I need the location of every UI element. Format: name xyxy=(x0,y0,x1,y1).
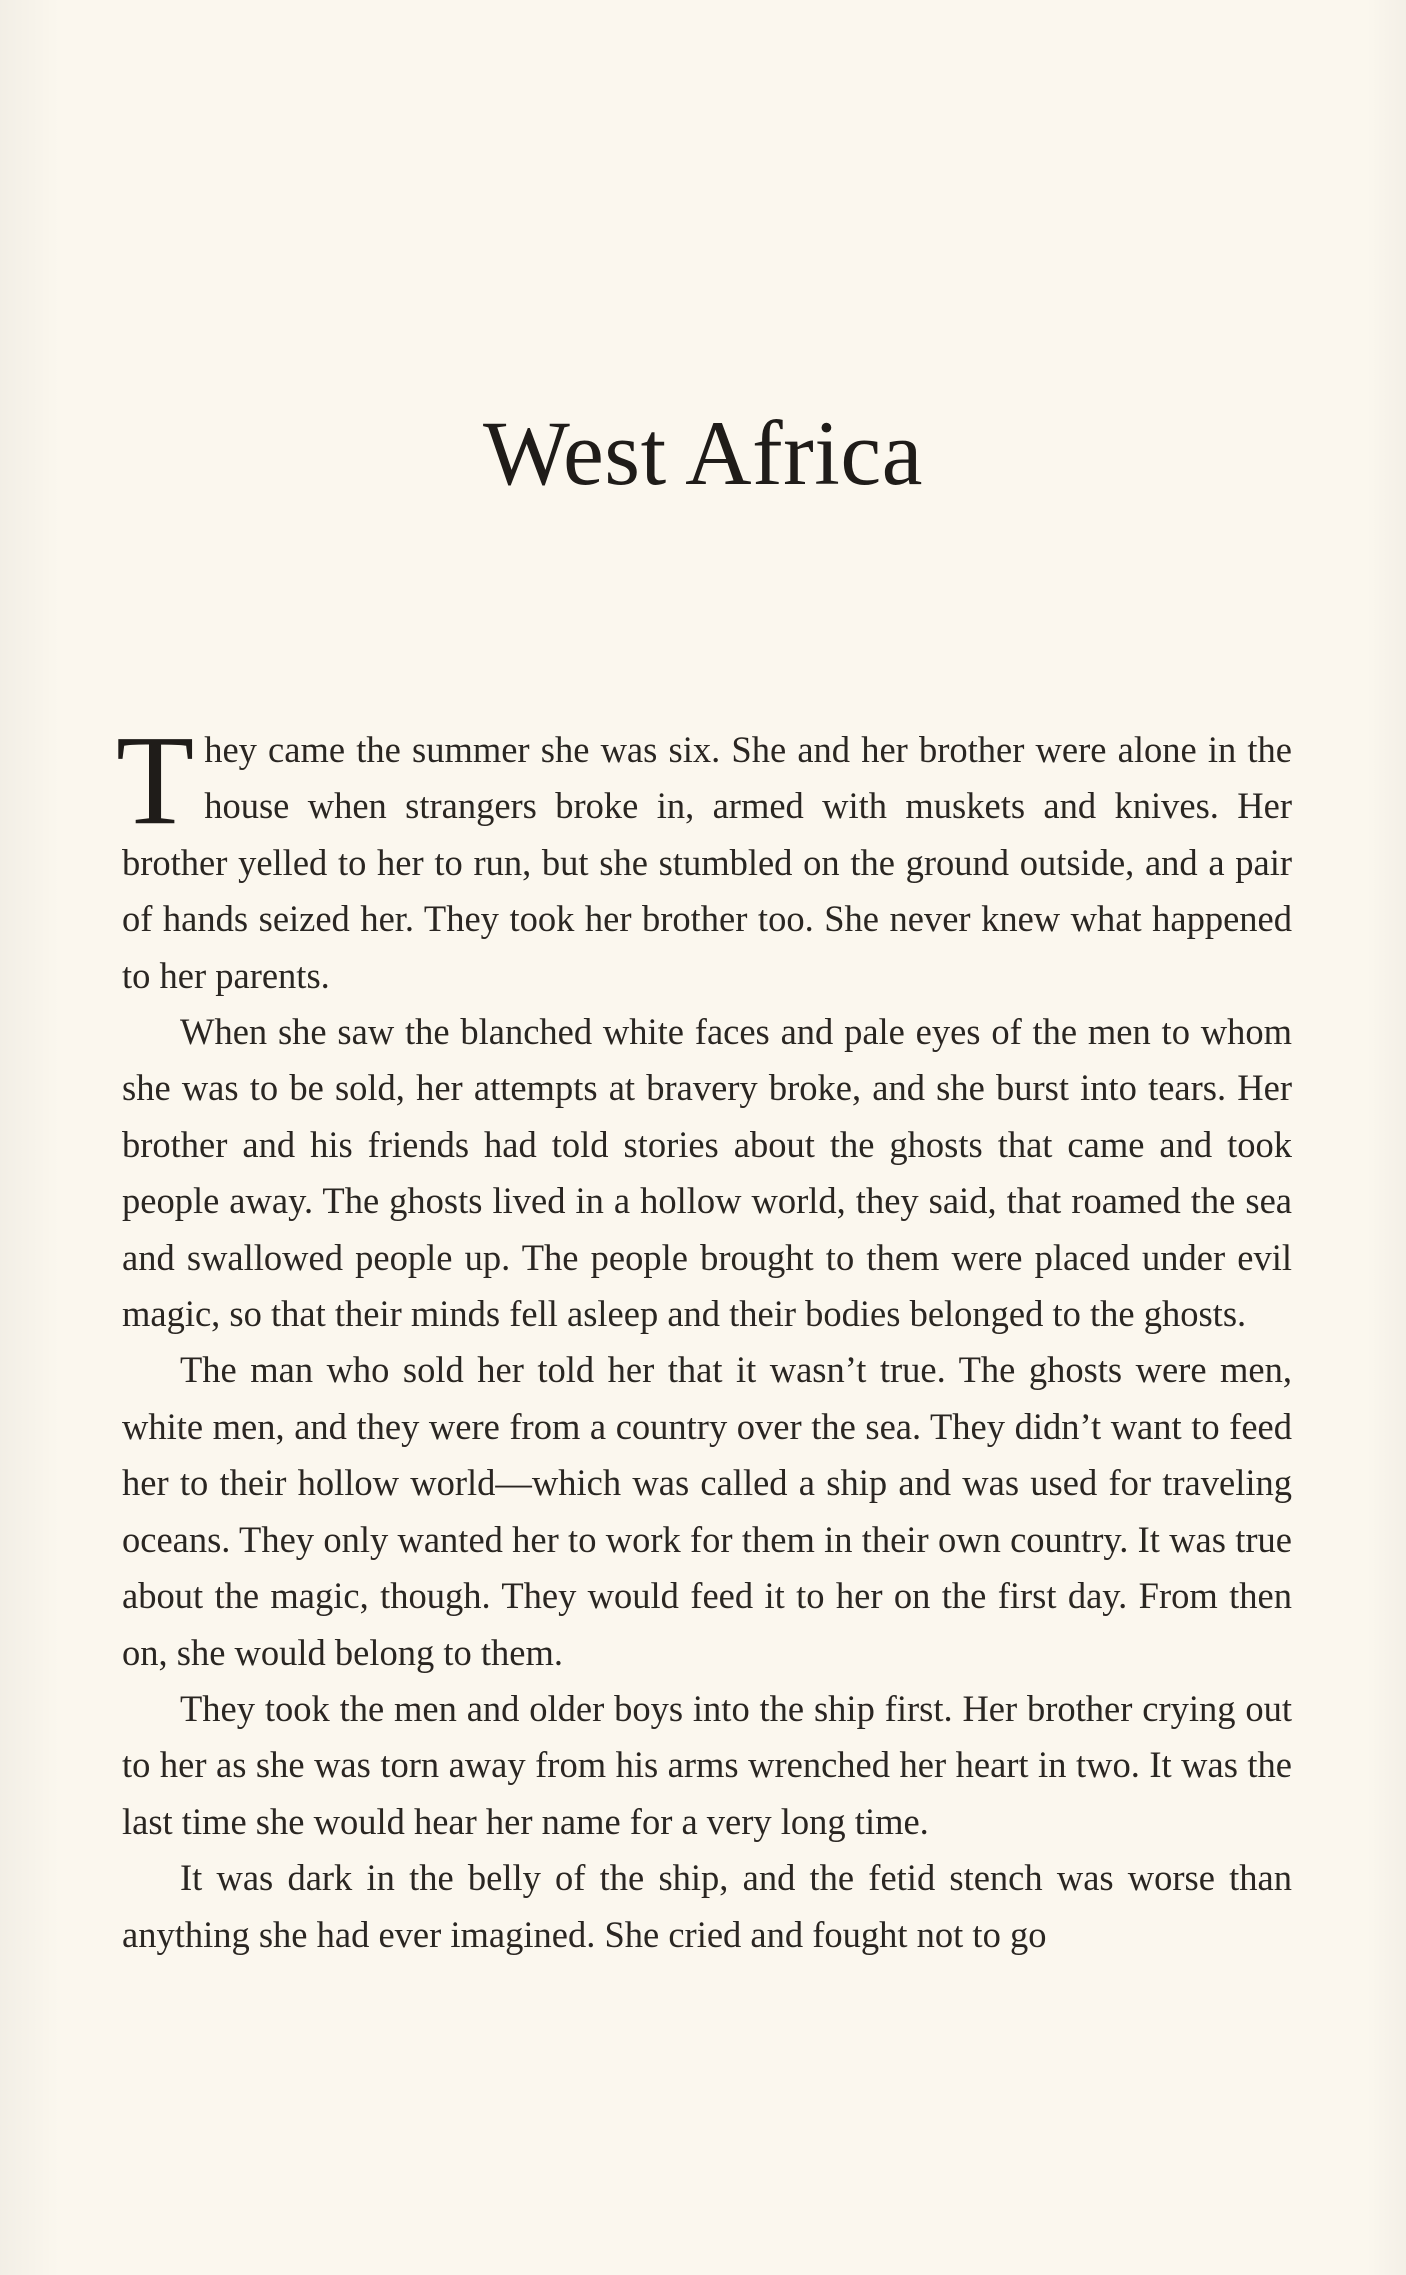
chapter-title: West Africa xyxy=(482,402,924,504)
chapter-body xyxy=(116,709,1292,1963)
paragraph-3: The man who sold her told her that it wasn’t true. The ghosts were men, white men, and they were from a country over the sea. They didn’t want to feed her to their hollow world—which was called a ship and was used for traveling oceans. They only wanted her to work for them in their own country. It was true about the magic, though. They would feed it to her on the first day. From then on, she would belong to them. xyxy=(122,1349,1292,1673)
paragraph-5: It was dark in the belly of the ship, and the fetid stench was worse than anything she had ever imagined. She cried and fought not to go xyxy=(122,1857,1292,1955)
paragraph-1-text: hey came the summer she was six. She and her brother were alone in the house when strangers broke in, armed with muskets and knives. Her brother yelled to her to run, but she stumbled on the ground outside, and a pair of hands seized her. They took her brother too. She never knew what happened to her parents. xyxy=(122,729,1292,996)
drop-cap: T xyxy=(116,709,195,851)
paragraph-1 xyxy=(116,709,1292,1004)
paragraph-2: When she saw the blanched white faces and pale eyes of the men to whom she was to be sold, her attempts at bravery broke, and she burst into tears. Her brother and his friends had told stories about the ghosts that came and took people away. The ghosts lived in a hollow world, they said, that roamed the sea and swallowed people up. The people brought to them were placed under evil magic, so that their minds fell asleep and their bodies belonged to the ghosts. xyxy=(122,1011,1292,1335)
paragraph-4: They took the men and older boys into the ship first. Her brother crying out to her as she was torn away from his arms wrenched her heart in two. It was the last time she would hear her name for a very long time. xyxy=(122,1687,1292,1842)
